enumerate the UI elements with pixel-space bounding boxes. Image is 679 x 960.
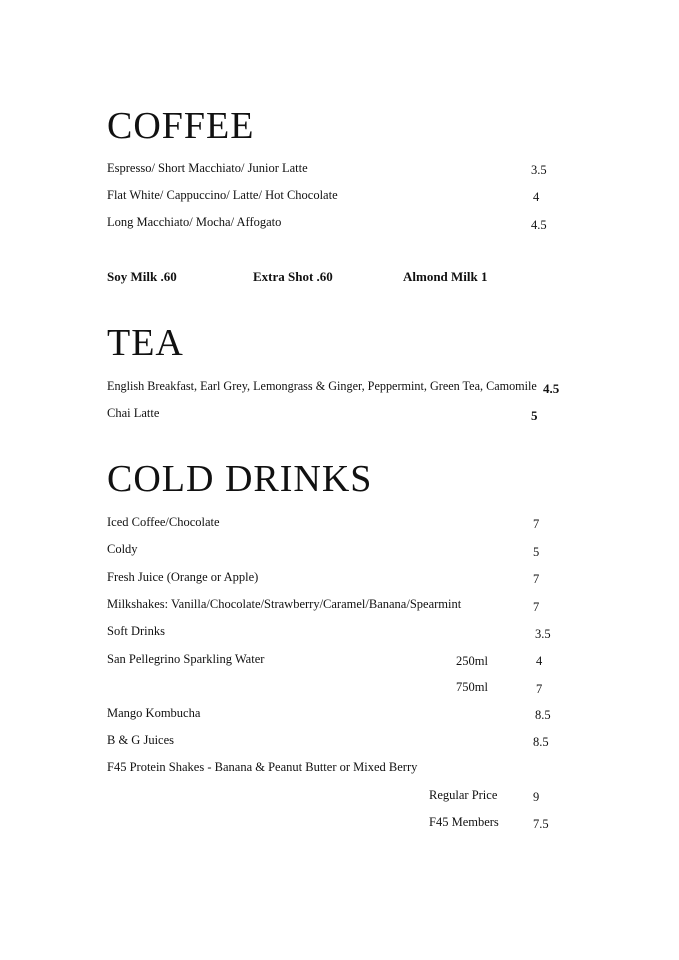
menu-item-name: F45 Protein Shakes - Banana & Peanut Butter or Mixed Berry (107, 760, 418, 774)
menu-item-price: 7 (536, 682, 543, 696)
menu-item-price: 3.5 (535, 627, 551, 641)
menu-item-size: Regular Price (429, 788, 498, 802)
menu-item-price: 7 (533, 600, 540, 614)
menu-item-price: 8.5 (533, 735, 549, 749)
menu-item-price: 4.5 (543, 381, 560, 396)
menu-item-price: 7 (533, 517, 540, 531)
coffee-heading: COFFEE (107, 105, 255, 147)
menu-item-price: 5 (533, 545, 540, 559)
menu-item-price: 5 (531, 408, 538, 423)
extra-shot: Extra Shot .60 (253, 269, 333, 284)
menu-item-price: 9 (533, 790, 540, 804)
menu-item-name: English Breakfast, Earl Grey, Lemongrass & Ginger, Peppermint, Green Tea, Camomile (107, 379, 537, 393)
menu-item-name: Mango Kombucha (107, 706, 201, 720)
menu-item-name: B & G Juices (107, 733, 175, 747)
menu-item-name: Flat White/ Cappuccino/ Latte/ Hot Chocolate (107, 188, 338, 202)
menu-item-size: F45 Members (429, 815, 499, 829)
cold-drinks-heading: COLD DRINKS (107, 458, 373, 500)
menu-item-name: Espresso/ Short Macchiato/ Junior Latte (107, 161, 308, 175)
tea-heading: TEA (107, 322, 184, 364)
menu-item-size: 750ml (456, 680, 488, 694)
menu-item-price: 4 (533, 190, 540, 204)
menu-item-name: San Pellegrino Sparkling Water (107, 652, 265, 666)
menu-item-name: Long Macchiato/ Mocha/ Affogato (107, 215, 282, 229)
menu-item-name: Fresh Juice (Orange or Apple) (107, 570, 259, 584)
menu-item-price: 7.5 (533, 817, 549, 831)
menu-item-name: Iced Coffee/Chocolate (107, 515, 220, 529)
menu-item-size: 250ml (456, 654, 488, 668)
menu-item-name: Coldy (107, 542, 138, 556)
menu-item-price: 4 (536, 654, 543, 668)
extra-soy-milk: Soy Milk .60 (107, 269, 177, 284)
menu-item-name: Soft Drinks (107, 624, 165, 638)
extra-almond-milk: Almond Milk 1 (403, 269, 488, 284)
menu-item-price: 4.5 (531, 218, 547, 232)
menu-item-name: Milkshakes: Vanilla/Chocolate/Strawberry/Caramel/Banana/Spearmint (107, 597, 462, 611)
menu-item-price: 7 (533, 572, 540, 586)
menu-item-name: Chai Latte (107, 406, 160, 420)
menu-item-price: 8.5 (535, 708, 551, 722)
menu-item-price: 3.5 (531, 163, 547, 177)
